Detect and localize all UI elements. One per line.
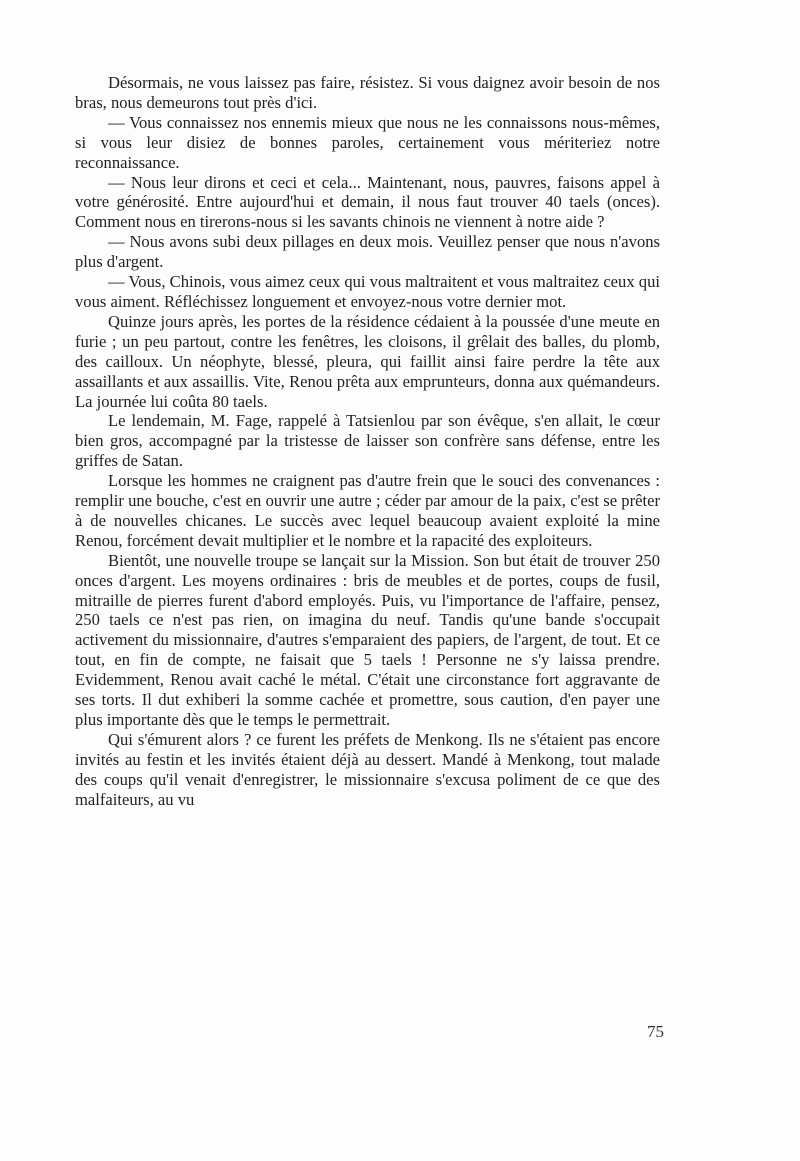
paragraph-6: Quinze jours après, les portes de la résidence cédaient à la poussée d'une meute en furie ; un peu partout, contre les fenêtres, les cloisons, il grêlait des balles, du plomb, des cailloux. Un néophyte, blessé, pleura, qui faillit ainsi faire perdre la tête aux assaillants et aux assaillis. Vite, Renou prêta aux emprunteurs, donna aux quémandeurs. La journée lui coûta 80 taels. — [75, 311, 660, 411]
paragraph-8: Lorsque les hommes ne craignent pas d'autre frein que le souci des convenances : remplir une bouche, c'est en ouvrir une autre ; céder par amour de la paix, c'est se prêter à de nouvelles chicanes. Le succès avec lequel beaucoup avaient exploité la mine Renou, forcément devait multiplier et le nombre et la rapacité des exploiteurs. — [75, 471, 660, 550]
paragraph-10: Qui s'émurent alors ? ce furent les préfets de Menkong. Ils ne s'étaient pas encore invités au festin et les invités étaient déjà au dessert. Mandé à Menkong, tout malade des coups qu'il venait d'enregistrer, le missionnaire s'excusa poliment de ce que des malfaiteurs, au vu — [75, 729, 660, 809]
page-number: 75 — [647, 1022, 664, 1041]
paragraph-7: Le lendemain, M. Fage, rappelé à Tatsienlou par son évêque, s'en allait, le cœur bien gros, accompagné par la tristesse de laisser son confrère sans défense, entre les griffes de Satan. — [75, 411, 660, 471]
paragraph-2: — Vous connaissez nos ennemis mieux que nous ne les connaissons nous-mêmes, si vous leur disiez de bonnes paroles, certainement vous mériteriez notre reconnaissance. — [75, 112, 660, 172]
paragraph-5: — Vous, Chinois, vous aimez ceux qui vous maltraitent et vous maltraitez ceux qui vous aiment. Réfléchissez longuement et envoyez-nous votre dernier mot. — [75, 272, 660, 311]
body-text — [75, 73, 660, 810]
paragraph-9: Bientôt, une nouvelle troupe se lançait sur la Mission. Son but était de trouver 250 onces d'argent. Les moyens ordinaires : bris de meubles et de portes, coups de fusil, mitraille de pierres furent d'abord employés. Puis, vu l'importance de l'affaire, pensez, 250 taels ce n'est pas rien, on imagina du neuf. Tandis qu'une bande s'occupait activement du missionnaire, d'autres s'emparaient des papiers, de l'argent, de tout. Et ce tout, en fin de compte, ne faisait que 5 taels ! Personne ne s'y laissa prendre. Evidemment, Renou avait caché le métal. C'était une circonstance fort aggravante de ses torts. Il dut exhiberi la somme cachée et promettre, sous caution, d'en payer une plus importante dès que le temps le permettrait. — [75, 550, 660, 729]
paragraph-1: Désormais, ne vous laissez pas faire, résistez. Si vous daignez avoir besoin de nos bras, nous demeurons tout près d'ici. — [75, 73, 660, 112]
paragraph-3: — Nous leur dirons et ceci et cela... Maintenant, nous, pauvres, faisons appel à votre générosité. Entre aujourd'hui et demain, il nous faut trouver 40 taels (onces). Comment nous en tirerons-nous si les savants chinois ne viennent à notre aide ? — [75, 172, 660, 232]
paragraph-4: — Nous avons subi deux pillages en deux mois. Veuillez penser que nous n'avons plus d'argent. — [75, 232, 660, 272]
